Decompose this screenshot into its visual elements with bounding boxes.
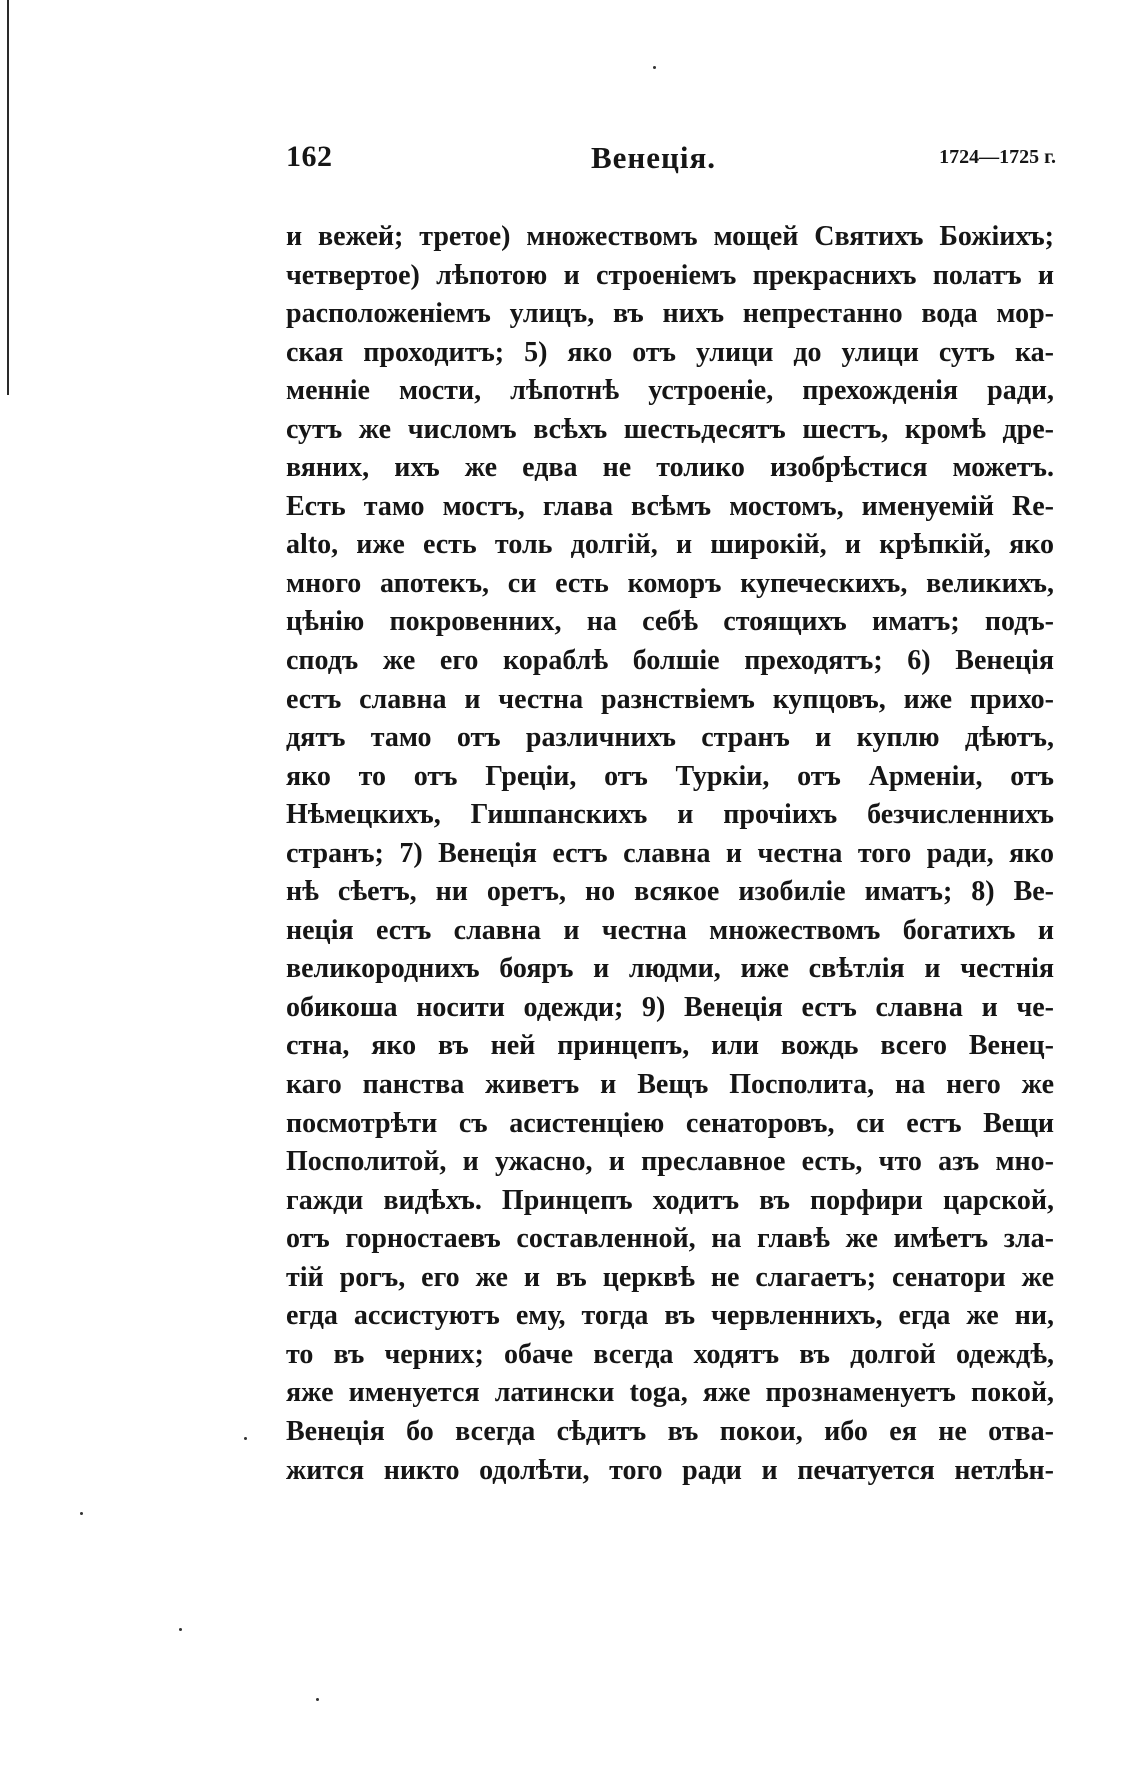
text-line: много апотекъ, си есть коморъ купеческихъ, великихъ, xyxy=(286,567,1054,599)
text-line: странъ; 7) Венеція естъ славна и честна того ради, яко xyxy=(286,837,1054,869)
text-line: сподъ же его кораблѣ болшіе преходятъ; 6) Венеція xyxy=(286,645,1054,677)
text-line: великороднихъ бояръ и людми, иже свѣтлія и честнія xyxy=(286,953,1054,985)
page-number: 162 xyxy=(286,140,333,173)
text-line: то въ черних; обаче всегда ходятъ въ долгой одеждѣ, xyxy=(286,1338,1054,1370)
text-line: стна, яко въ ней принцепъ, или вождь всего Венец- xyxy=(286,1030,1054,1062)
text-line: четвертое) лѣпотою и строеніемъ прекраснихъ полатъ и xyxy=(286,259,1054,291)
text-line: посмотрѣти съ асистенціею сенаторовъ, си естъ Вещи xyxy=(286,1107,1054,1139)
scan-speck xyxy=(316,1698,319,1701)
page-header xyxy=(286,140,1056,180)
scan-speck xyxy=(653,66,656,69)
running-title: Венеція. xyxy=(591,140,717,175)
text-line: гажди видѣхъ. Принцепъ ходитъ въ порфири царской, xyxy=(286,1184,1054,1216)
text-line: егда ассистуютъ ему, тогда въ червленнихъ, егда же ни, xyxy=(286,1300,1054,1332)
text-line: тій рогъ, его же и въ церквѣ не слагаетъ; сенатори же xyxy=(286,1261,1054,1293)
text-line: расположеніемъ улицъ, въ нихъ непрестанно вода мор- xyxy=(286,298,1054,330)
text-line: alto, иже есть толь долгій, и широкій, и крѣпкій, яко xyxy=(286,529,1054,561)
text-line: нѣ сѣетъ, ни оретъ, но всякое изобиліе иматъ; 8) Ве- xyxy=(286,876,1054,908)
text-line: и вежей; третое) множествомъ мощей Святихъ Божіихъ; xyxy=(286,221,1054,252)
text-line: сутъ же числомъ всѣхъ шестьдесятъ шестъ, кромѣ дре- xyxy=(286,413,1054,445)
text-line: яко то отъ Греціи, отъ Туркіи, отъ Арменіи, отъ xyxy=(286,760,1054,792)
body-text xyxy=(286,218,1054,1490)
text-line: яже именуется латински toga, яже прознаменуетъ покой, xyxy=(286,1377,1054,1409)
text-line: естъ славна и честна разнствіемъ купцовъ, иже прихо- xyxy=(286,683,1054,715)
scan-speck xyxy=(244,1437,247,1440)
text-line: Венеція бо всегда сѣдитъ въ покои, ибо ея не отва- xyxy=(286,1415,1054,1447)
text-line: дятъ тамо отъ различнихъ странъ и куплю дѣютъ, xyxy=(286,722,1054,754)
text-line: ская проходитъ; 5) яко отъ улици до улици сутъ ка- xyxy=(286,336,1054,368)
scan-speck xyxy=(179,1628,182,1631)
text-line: Посполитой, и ужасно, и преславное есть, что азъ мно- xyxy=(286,1146,1054,1178)
year-range: 1724—1725 г. xyxy=(939,146,1056,168)
text-line: неція естъ славна и честна множествомъ богатихъ и xyxy=(286,914,1054,946)
scan-speck xyxy=(80,1512,83,1515)
text-line: цѣнію покровенних, на себѣ стоящихъ иматъ; подъ- xyxy=(286,606,1054,638)
text-line: жится никто одолѣти, того ради и печатуется нетлѣн- xyxy=(286,1454,1054,1486)
text-line: Есть тамо мостъ, глава всѣмъ мостомъ, именуемій Re- xyxy=(286,490,1054,522)
text-line: менніе мости, лѣпотнѣ устроеніе, прехожденія ради, xyxy=(286,375,1054,407)
text-line: отъ горностаевъ составленной, на главѣ же имѣетъ зла- xyxy=(286,1223,1054,1255)
text-line: Нѣмецкихъ, Гишпанскихъ и прочіихъ безчисленнихъ xyxy=(286,799,1054,831)
text-line: вяних, ихъ же едва не толико изобрѣстися можетъ. xyxy=(286,452,1054,484)
text-line: каго панства живетъ и Вещъ Посполита, на него же xyxy=(286,1069,1054,1101)
text-line: обикоша носити одежди; 9) Венеція естъ славна и че- xyxy=(286,991,1054,1023)
scan-edge-line xyxy=(7,0,9,395)
